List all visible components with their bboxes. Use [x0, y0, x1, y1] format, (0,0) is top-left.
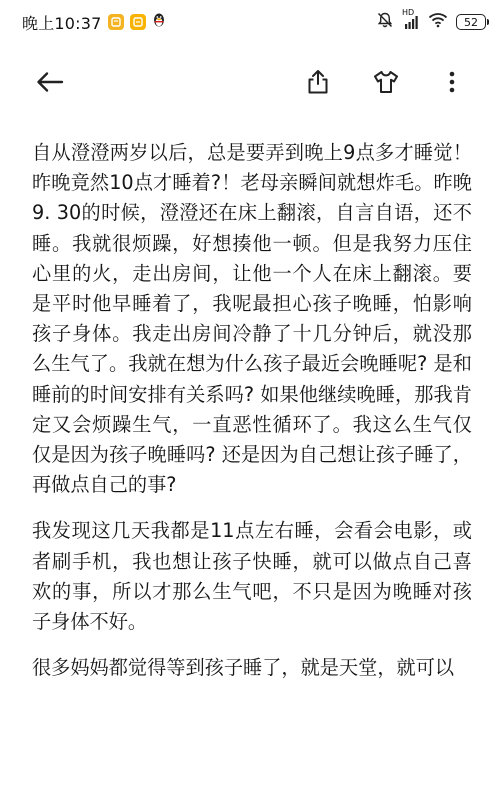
arrow-left-icon — [36, 71, 64, 93]
more-button[interactable] — [432, 62, 472, 102]
article-paragraph: 自从澄澄两岁以后，总是要弄到晚上9点多才睡觉！昨晚竟然10点才睡着?！老母亲瞬间就想炸毛。昨晚9. 30的时候，澄澄还在床上翻滚，自言自语，还不睡。我就很烦躁，好想揍他一顿。但是我努力压住心里的火，走出房间，让他一个人在床上翻滚。要是平时他早睡着了，我呢最担心孩子晚睡，怕影响孩子身体。我走出房间冷静了十几分钟后，就没那么生气了。我就在想为什么孩子最近会晚睡呢? 是和睡前的时间安排有关系吗? 如果他继续晚睡，那我肯定又会烦躁生气，一直恶性循环了。我这么生气仅仅是因为孩子晚睡吗? 还是因为自己想让孩子睡了，再做点自己的事? — [32, 141, 472, 497]
article-paragraph: 我发现这几天我都是11点左右睡，会看会电影，或者刷手机，我也想让孩子快睡，就可以做点自己喜欢的事，所以才那么生气吧，不只是因为晚睡对孩子身体不好。 — [32, 519, 472, 634]
hd-label: HD — [402, 8, 415, 17]
signal-icon — [402, 8, 420, 30]
style-button[interactable] — [366, 62, 406, 102]
status-time: 晚上10:37 — [22, 13, 102, 33]
status-left — [22, 11, 166, 34]
app-notification-icon — [130, 14, 146, 30]
article-body — [32, 138, 472, 699]
top-toolbar — [0, 50, 500, 112]
share-icon — [306, 69, 330, 95]
article-paragraph: 很多妈妈都觉得等到孩子睡了，就是天堂，就可以 — [32, 656, 455, 680]
status-right — [376, 8, 486, 33]
app-notification-icon — [108, 14, 124, 30]
battery-indicator: 52 — [456, 14, 486, 30]
wifi-icon — [428, 12, 448, 32]
back-button[interactable] — [30, 62, 70, 102]
status-bar — [0, 0, 500, 44]
tshirt-icon — [372, 69, 400, 95]
share-button[interactable] — [298, 62, 338, 102]
qq-penguin-icon — [152, 12, 166, 32]
mute-bell-icon — [376, 11, 394, 33]
more-vertical-icon — [448, 70, 456, 94]
